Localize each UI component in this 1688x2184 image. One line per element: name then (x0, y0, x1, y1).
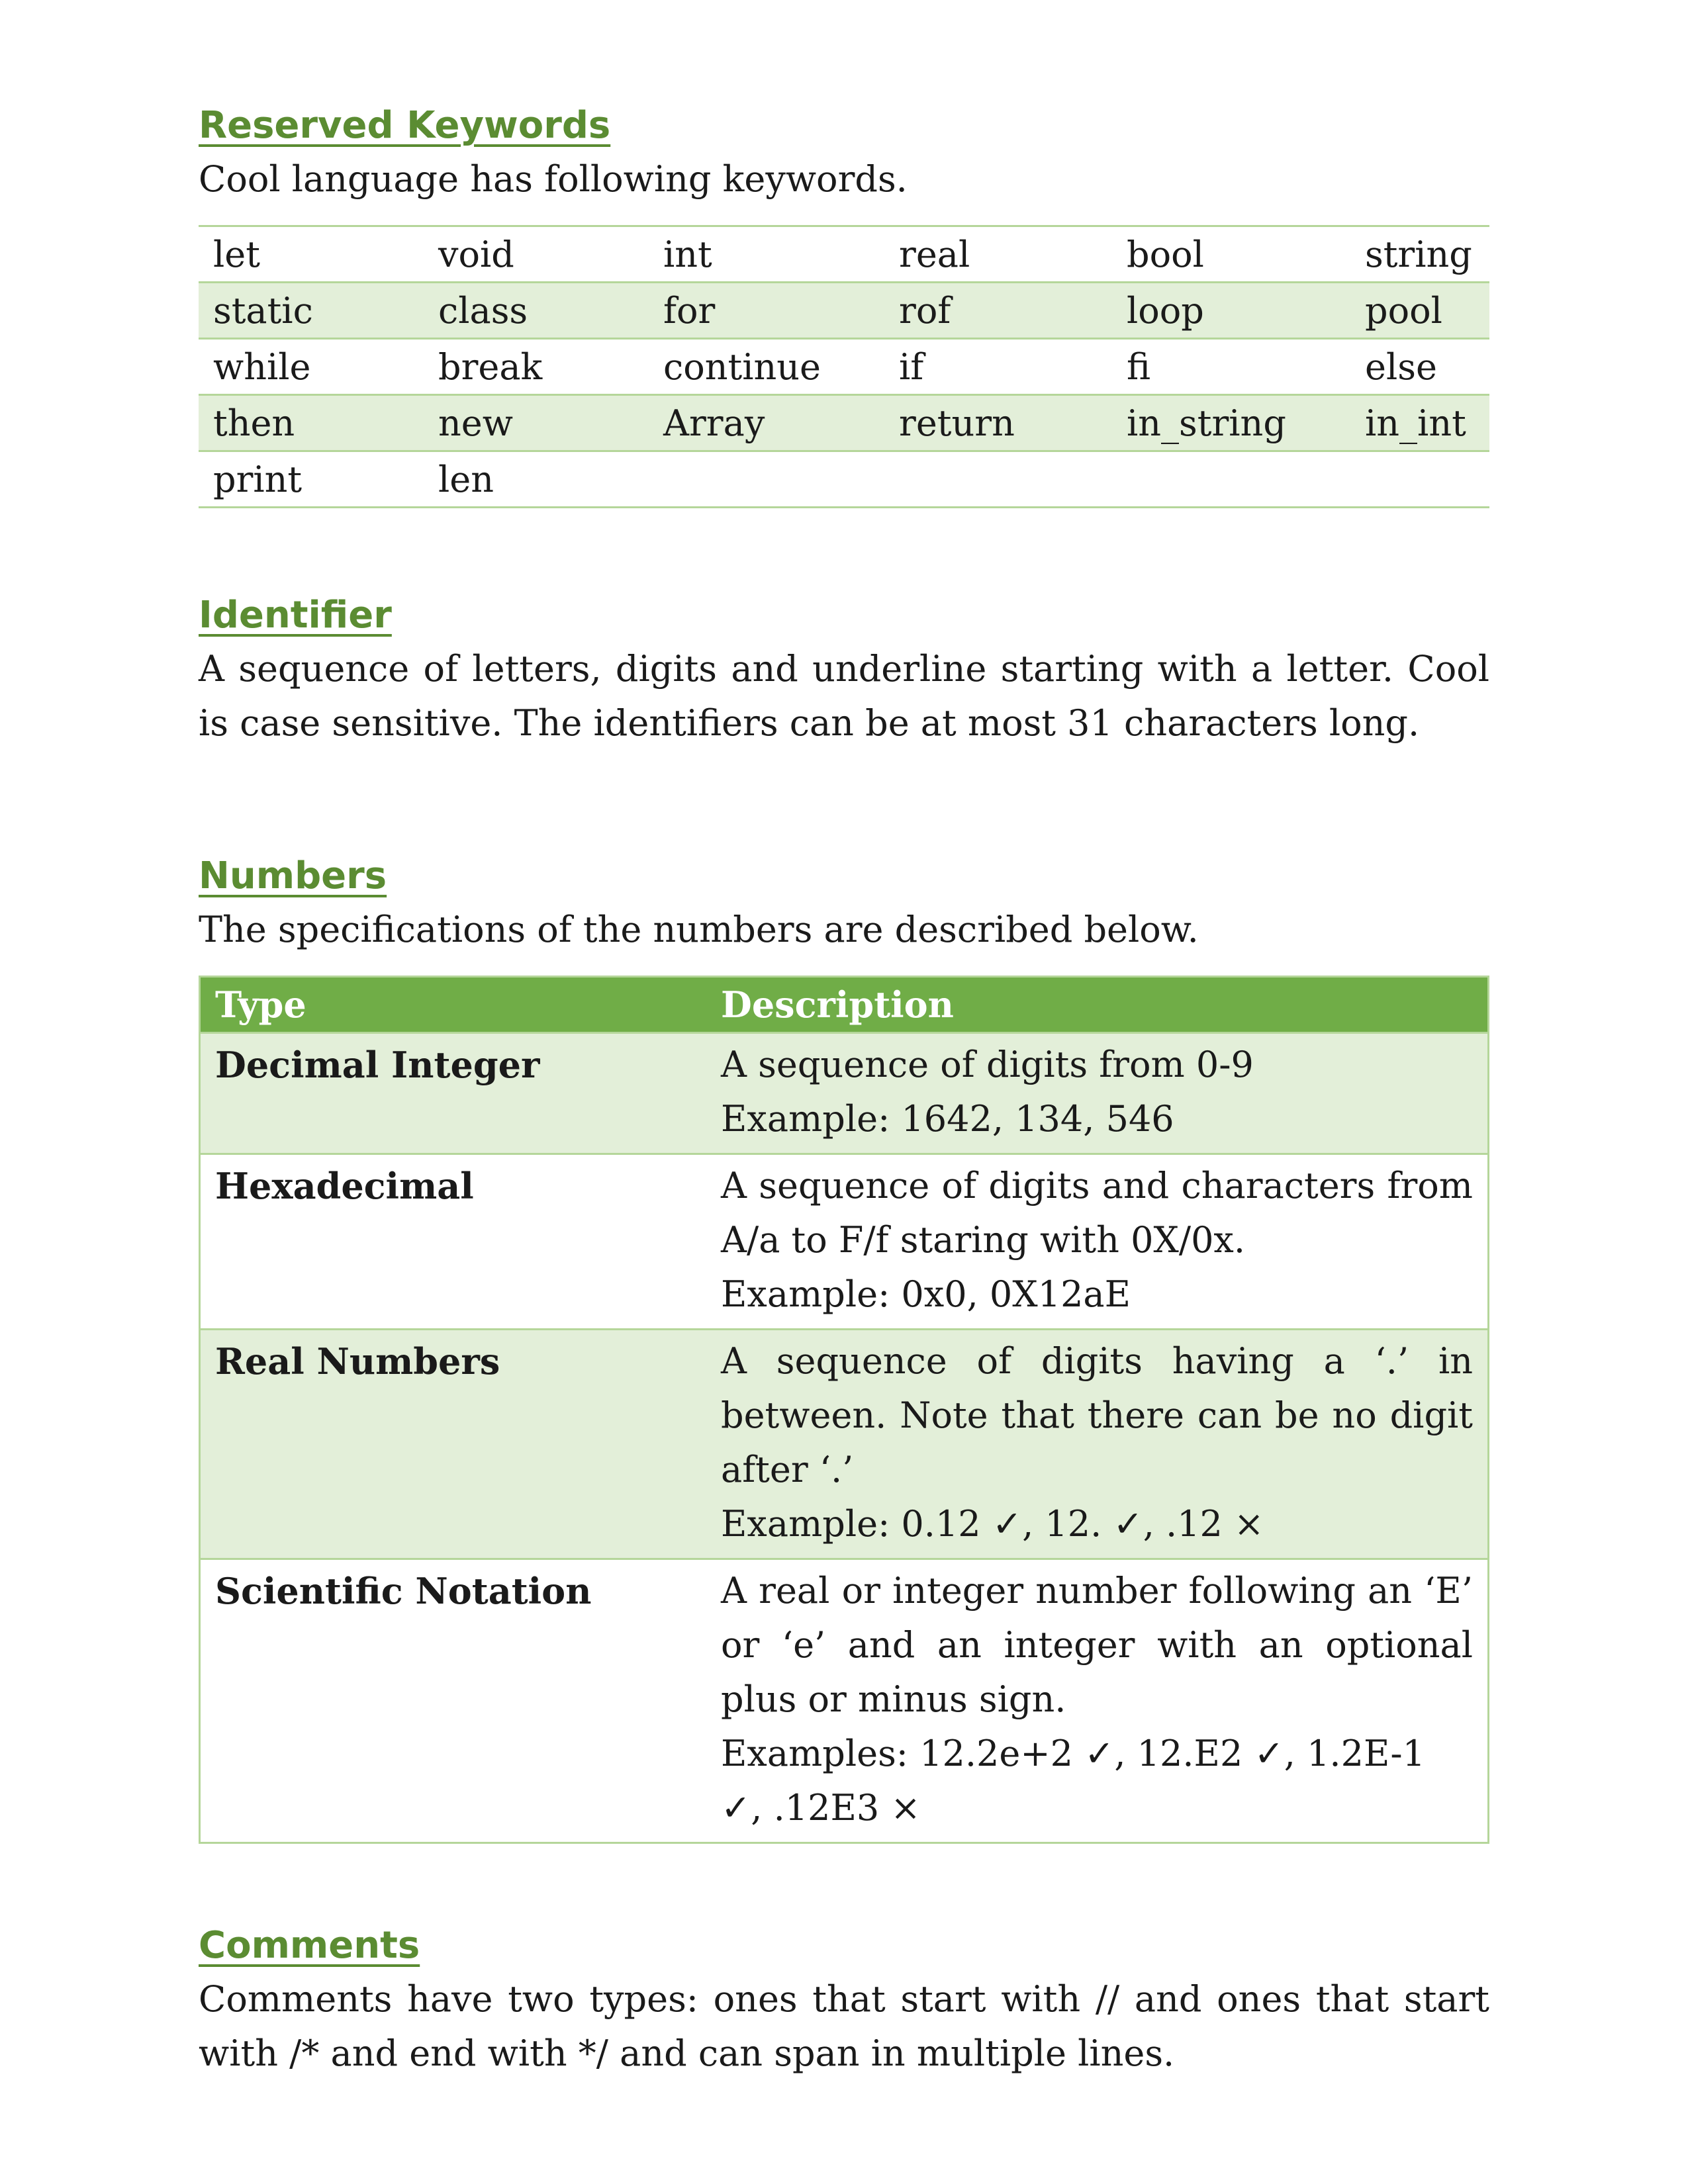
keyword-cell: pool (1350, 283, 1489, 339)
keyword-cell: real (884, 226, 1112, 283)
keywords-heading: Reserved Keywords (199, 104, 611, 147)
description-example: Examples: 12.2e+2 ✓, 12.E2 ✓, 1.2E-1 ✓, .12E3 × (721, 1733, 1425, 1829)
keyword-cell: continue (649, 339, 884, 395)
numbers-row-real (200, 1330, 1489, 1559)
comments-text: Comments have two types: ones that start with // and ones that start with /* and end with */ and can span in multiple lines. (199, 1978, 1489, 2074)
keywords-row (199, 226, 1489, 283)
keyword-cell: Array (649, 395, 884, 451)
keyword-cell (1350, 451, 1489, 508)
keyword-cell: len (424, 451, 649, 508)
description-text: A sequence of digits having a ‘.’ in between. Note that there can be no digit after ‘.’ (721, 1340, 1473, 1490)
numbers-intro: The specifications of the numbers are described below. (199, 909, 1199, 950)
keyword-cell (1112, 451, 1350, 508)
numbers-row-scientific (200, 1559, 1489, 1843)
keyword-cell: for (649, 283, 884, 339)
keyword-cell: else (1350, 339, 1489, 395)
keyword-cell: bool (1112, 226, 1350, 283)
keywords-row (199, 395, 1489, 451)
keyword-cell: loop (1112, 283, 1350, 339)
type-column-header: Type (200, 977, 707, 1033)
number-description (706, 1154, 1489, 1330)
description-text: A real or integer number following an ‘E’ or ‘e’ and an integer with an optional plus or minus sign. (721, 1570, 1473, 1720)
number-type: Real Numbers (200, 1330, 707, 1559)
numbers-table (199, 976, 1489, 1844)
keyword-cell: print (199, 451, 424, 508)
keyword-cell: class (424, 283, 649, 339)
numbers-row-decimal (200, 1033, 1489, 1154)
number-description (706, 1330, 1489, 1559)
numbers-row-hexadecimal (200, 1154, 1489, 1330)
keywords-table (199, 225, 1489, 508)
keyword-cell (884, 451, 1112, 508)
keyword-cell: int (649, 226, 884, 283)
keyword-cell: then (199, 395, 424, 451)
keyword-cell: while (199, 339, 424, 395)
keyword-cell: rof (884, 283, 1112, 339)
keyword-cell: let (199, 226, 424, 283)
description-example: Example: 0.12 ✓, 12. ✓, .12 × (721, 1503, 1264, 1545)
keyword-cell: void (424, 226, 649, 283)
description-text: A sequence of digits and characters from A/a to F/f staring with 0X/0x. (721, 1165, 1473, 1261)
keyword-cell (649, 451, 884, 508)
description-example: Example: 0x0, 0X12aE (721, 1273, 1131, 1315)
identifier-heading: Identifier (199, 594, 392, 637)
numbers-heading: Numbers (199, 854, 387, 897)
keyword-cell: in_int (1350, 395, 1489, 451)
keyword-cell: return (884, 395, 1112, 451)
keyword-cell: new (424, 395, 649, 451)
identifier-text: A sequence of letters, digits and underline starting with a letter. Cool is case sensitive. The identifiers can be at most 31 characters long. (199, 648, 1489, 744)
keywords-intro: Cool language has following keywords. (199, 158, 908, 200)
description-example: Example: 1642, 134, 546 (721, 1098, 1174, 1140)
description-text: A sequence of digits from 0-9 (721, 1044, 1254, 1085)
number-description (706, 1033, 1489, 1154)
keyword-cell: static (199, 283, 424, 339)
number-type: Decimal Integer (200, 1033, 707, 1154)
numbers-header-row (200, 977, 1489, 1033)
keyword-cell: break (424, 339, 649, 395)
number-description (706, 1559, 1489, 1843)
keywords-row (199, 283, 1489, 339)
keywords-row (199, 451, 1489, 508)
keyword-cell: fi (1112, 339, 1350, 395)
keyword-cell: if (884, 339, 1112, 395)
keyword-cell: string (1350, 226, 1489, 283)
keywords-row (199, 339, 1489, 395)
number-type: Hexadecimal (200, 1154, 707, 1330)
document-page (199, 99, 1489, 2081)
keyword-cell: in_string (1112, 395, 1350, 451)
comments-heading: Comments (199, 1924, 420, 1967)
number-type: Scientific Notation (200, 1559, 707, 1843)
description-column-header: Description (706, 977, 1489, 1033)
